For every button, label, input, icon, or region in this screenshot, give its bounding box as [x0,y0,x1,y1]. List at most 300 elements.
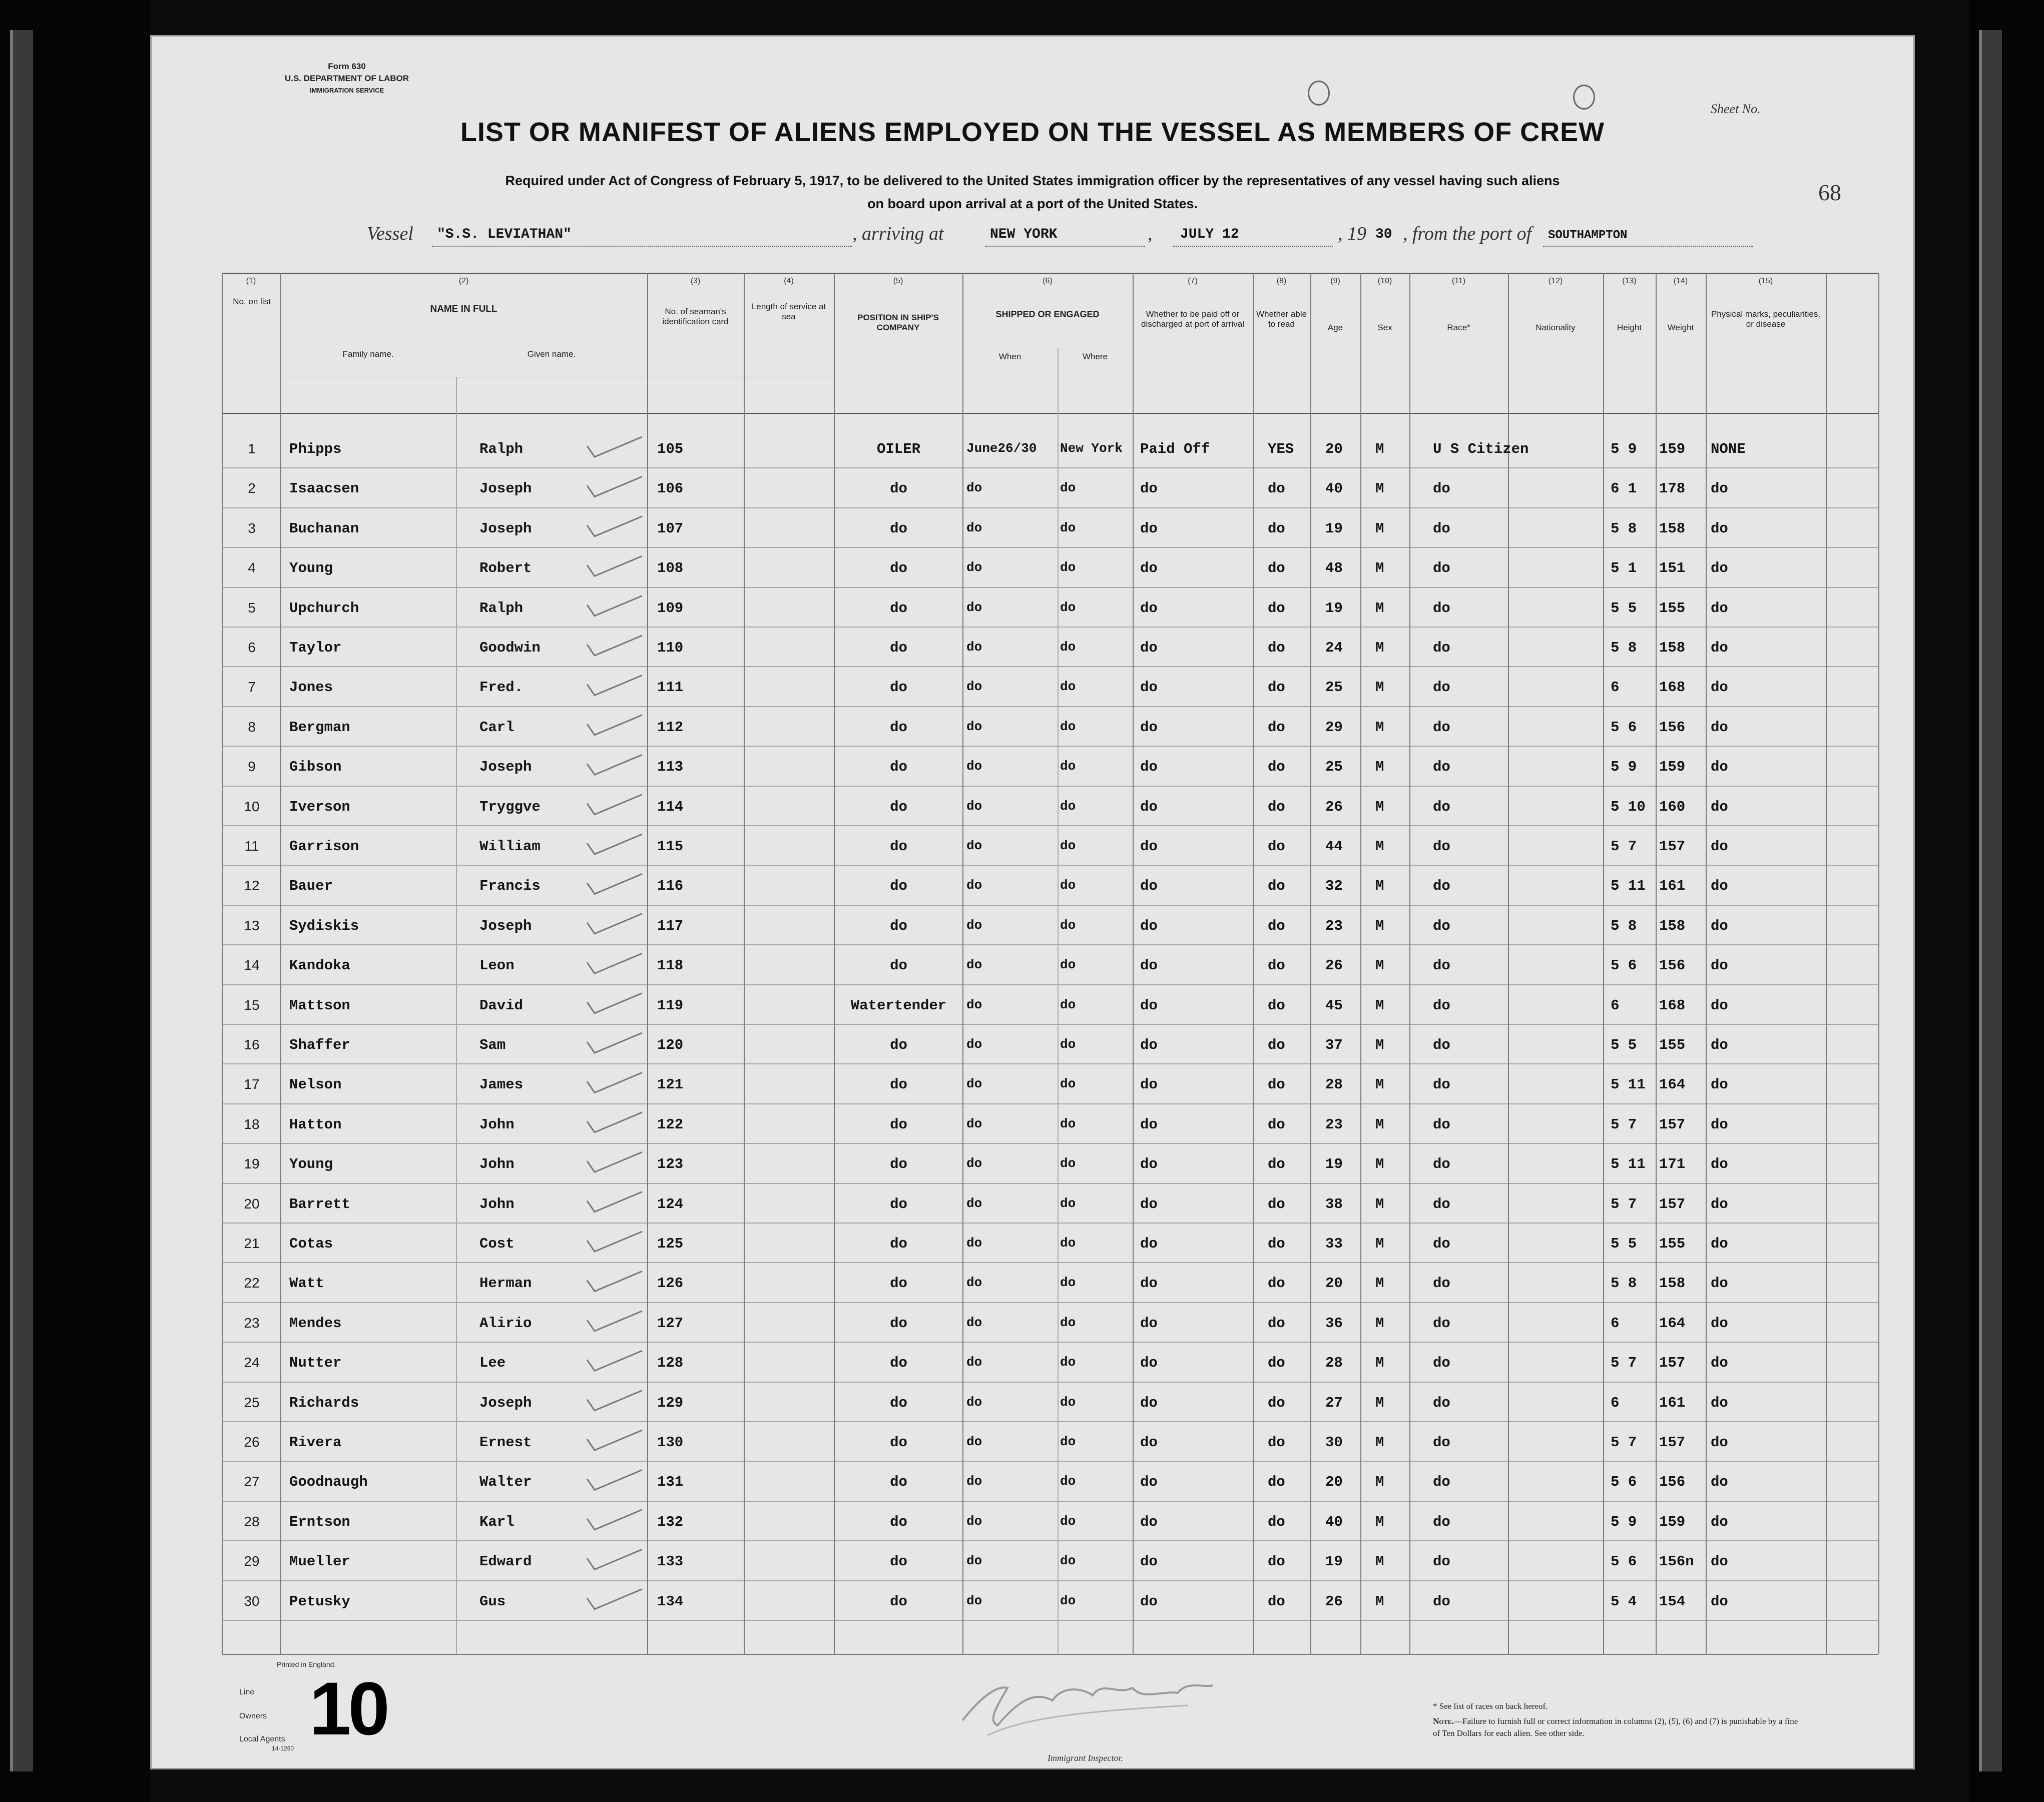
cell-where: do [1060,1195,1076,1211]
cell-sex: M [1375,1275,1384,1292]
cell-race: do [1433,1474,1450,1491]
cell-given: Ralph [479,441,524,457]
cell-given: Ernest [479,1434,532,1451]
header-length-service: Length of service at sea [751,302,826,321]
cell-position: Watertender [850,997,947,1014]
cell-position: do [890,1355,907,1372]
cell-marks: do [1711,1593,1728,1610]
cell-card: 114 [657,798,684,815]
cell-where: do [1060,1156,1076,1171]
cell-race: do [1433,1315,1450,1332]
cell-read: do [1268,1513,1285,1530]
col-num-7: (7) [1188,277,1198,285]
cell-when: do [966,798,982,814]
cell-age: 26 [1325,1593,1343,1610]
cell-read: do [1268,599,1285,617]
cell-marks: do [1711,1037,1728,1053]
cell-position: do [890,1513,907,1530]
header-sex: Sex [1377,323,1392,332]
cell-when: do [966,838,982,853]
cell-height: 5 8 [1611,1275,1637,1292]
cell-when: do [966,1076,982,1092]
cell-when: do [966,1195,982,1211]
cell-marks: do [1711,679,1728,696]
cell-sex: M [1375,997,1384,1014]
cell-paid: do [1140,1116,1158,1133]
cell-sex: M [1375,1156,1384,1173]
vessel-name: "S.S. LEVIATHAN" [437,227,572,242]
cell-card: 129 [657,1394,684,1411]
subtitle-line-1: Required under Act of Congress of February 5, 1917, to be delivered to the United States immigration officer by the representatives of any vessel having such aliens [505,173,1560,188]
cell-age: 48 [1325,560,1343,577]
check-mark [587,1589,642,1609]
cell-age: 25 [1325,759,1343,776]
cell-sex: M [1375,1474,1384,1491]
cell-marks: do [1711,1236,1728,1252]
check-mark [587,1192,642,1212]
col-num-14: (14) [1673,277,1688,285]
cell-marks: do [1711,640,1728,656]
cell-position: do [890,1434,907,1451]
cell-height: 5 8 [1611,917,1637,934]
cell-weight: 159 [1659,1513,1686,1530]
manifest-page [150,35,1915,1769]
cell-read: do [1268,798,1285,815]
header-family-name: Family name. [342,349,394,359]
header-given-name: Given name. [527,349,576,359]
cell-read: do [1268,1236,1285,1252]
cell-marks: do [1711,798,1728,815]
cell-family: Jones [289,679,333,696]
cell-card: 124 [657,1195,684,1213]
line-label: Line [239,1688,255,1696]
header-age: Age [1327,323,1343,332]
cell-read: do [1268,1394,1285,1411]
cell-age: 20 [1325,1275,1343,1292]
cell-weight: 156 [1659,957,1686,974]
cell-marks: do [1711,1156,1728,1173]
cell-when: do [966,917,982,933]
cell-weight: 151 [1659,560,1686,577]
cell-height: 5 7 [1611,1434,1637,1451]
sequence-number: 10 [309,1666,387,1750]
cell-no: 1 [248,441,256,456]
cell-marks: do [1711,1355,1728,1372]
cell-when: do [966,1037,982,1052]
cell-paid: do [1140,1553,1158,1570]
cell-height: 5 9 [1611,1513,1637,1530]
cell-paid: do [1140,759,1158,776]
cell-given: John [479,1156,515,1173]
cell-race: do [1433,1116,1450,1133]
cell-height: 5 9 [1611,441,1637,457]
cell-age: 44 [1325,838,1343,855]
col-num-2: (2) [458,277,469,285]
cell-read: do [1268,1076,1285,1093]
cell-age: 23 [1325,917,1343,934]
cell-where: do [1060,997,1076,1012]
cell-age: 29 [1325,719,1343,736]
cell-no: 11 [244,838,259,854]
cell-height: 5 10 [1611,798,1646,815]
cell-marks: do [1711,1315,1728,1332]
cell-sex: M [1375,838,1384,855]
cell-age: 25 [1325,679,1343,696]
cell-sex: M [1375,1513,1384,1530]
cell-family: Garrison [289,838,359,855]
cell-sex: M [1375,1076,1384,1093]
cell-given: Ralph [479,599,524,617]
cell-no: 6 [248,640,256,655]
cell-no: 9 [248,759,256,775]
cell-paid: do [1140,520,1158,537]
cell-position: do [890,838,907,855]
cell-race: do [1433,1037,1450,1053]
cell-position: do [890,917,907,934]
cell-weight: 159 [1659,441,1686,457]
cell-where: do [1060,759,1076,774]
cell-when: June26/30 [966,441,1037,456]
cell-paid: do [1140,1236,1158,1252]
cell-read: do [1268,917,1285,934]
cell-marks: do [1711,480,1728,497]
cell-paid: do [1140,798,1158,815]
cell-position: do [890,520,907,537]
cell-card: 115 [657,838,684,855]
cell-sex: M [1375,719,1384,736]
page-number: 68 [1818,180,1841,205]
cell-paid: do [1140,719,1158,736]
cell-age: 28 [1325,1076,1343,1093]
cell-marks: do [1711,1513,1728,1530]
cell-when: do [966,560,982,575]
arriving-label: , arriving at [852,223,944,244]
printed-in-england: Printed in England. [277,1660,336,1668]
cell-sex: M [1375,480,1384,497]
cell-race: do [1433,640,1450,656]
cell-sex: M [1375,1394,1384,1411]
cell-paid: do [1140,1315,1158,1332]
col-num-1: (1) [246,277,256,285]
cell-race: do [1433,997,1450,1014]
cell-position: do [890,1474,907,1491]
cell-race: do [1433,1394,1450,1411]
cell-read: do [1268,759,1285,776]
cell-family: Hatton [289,1116,342,1133]
cell-family: Upchurch [289,599,359,617]
cell-when: do [966,1355,982,1370]
cell-age: 40 [1325,480,1343,497]
header-able-read: Whether able to read [1256,309,1307,329]
cell-card: 134 [657,1593,684,1610]
cell-weight: 160 [1659,798,1686,815]
cell-where: do [1060,957,1076,973]
cell-weight: 171 [1659,1156,1686,1173]
cell-weight: 168 [1659,679,1686,696]
cell-when: do [966,480,982,496]
header-name-in-full: NAME IN FULL [430,304,497,314]
check-mark [587,675,642,695]
cell-given: Robert [479,560,532,577]
cell-race: do [1433,957,1450,974]
cell-when: do [966,1394,982,1410]
cell-sex: M [1375,560,1384,577]
cell-when: do [966,759,982,774]
cell-read: do [1268,838,1285,855]
cell-marks: do [1711,878,1728,895]
cell-age: 30 [1325,1434,1343,1451]
cell-height: 6 1 [1611,480,1637,497]
cell-paid: do [1140,1593,1158,1610]
cell-no: 5 [248,599,256,616]
cell-position: do [890,599,907,617]
cell-family: Bauer [289,878,333,895]
cell-no: 4 [248,560,256,576]
cell-where: do [1060,1315,1076,1330]
cell-where: do [1060,1076,1076,1092]
check-mark [587,1351,642,1371]
cell-age: 40 [1325,1513,1343,1530]
cell-height: 5 9 [1611,759,1637,776]
cell-position: do [890,759,907,776]
cell-race: do [1433,759,1450,776]
cell-where: do [1060,878,1076,893]
cell-where: do [1060,1434,1076,1449]
cell-given: Joseph [479,917,532,934]
cell-weight: 159 [1659,759,1686,776]
cell-read: do [1268,1195,1285,1213]
cell-paid: do [1140,878,1158,895]
cell-position: do [890,1236,907,1252]
cell-family: Richards [289,1394,359,1411]
cell-where: do [1060,838,1076,853]
form-code: 14-1260 [272,1745,294,1752]
cell-given: John [479,1116,515,1133]
cell-race: do [1433,1355,1450,1372]
cell-age: 27 [1325,1394,1343,1411]
cell-given: Joseph [479,520,532,537]
cell-family: Bergman [289,719,350,736]
check-mark [587,1232,642,1252]
cell-family: Sydiskis [289,917,359,934]
cell-position: do [890,1037,907,1053]
cell-given: Joseph [479,1394,532,1411]
cell-where: do [1060,1513,1076,1529]
cell-read: do [1268,560,1285,577]
cell-height: 5 11 [1611,1156,1646,1173]
cell-weight: 157 [1659,838,1686,855]
cell-card: 110 [657,640,684,656]
cell-race: do [1433,599,1450,617]
note-text: —Failure to furnish full or correct information in columns (2), (5), (6) and (7) is punishable by a fine of Ten Dollars for each alien. See other side. [1433,1716,1798,1738]
cell-card: 128 [657,1355,684,1372]
cell-height: 5 5 [1611,1236,1637,1252]
col-num-10: (10) [1377,277,1392,285]
cell-family: Mueller [289,1553,350,1570]
cell-given: James [479,1076,524,1093]
cell-when: do [966,520,982,535]
cell-height: 6 [1611,1394,1620,1411]
cell-when: do [966,1553,982,1569]
col-num-9: (9) [1330,277,1340,285]
cell-weight: 157 [1659,1116,1686,1133]
col-num-3: (3) [690,277,701,285]
cell-marks: do [1711,1116,1728,1133]
check-mark [587,834,642,854]
cell-height: 5 6 [1611,1474,1637,1491]
cell-given: Fred. [479,679,524,696]
cell-sex: M [1375,878,1384,895]
subtitle-line-2: on board upon arrival at a port of the United States. [867,196,1198,211]
races-note: * See list of races on back hereof. [1433,1701,1548,1711]
cell-marks: do [1711,838,1728,855]
cell-family: Goodnaugh [289,1474,368,1491]
cell-where: do [1060,798,1076,814]
col-num-15: (15) [1758,277,1773,285]
cell-family: Nelson [289,1076,342,1093]
check-mark [587,1391,642,1411]
cell-card: 121 [657,1076,684,1093]
cell-position: do [890,719,907,736]
check-mark [587,1112,642,1132]
microfilm-border-right [1969,0,2044,1802]
cell-where: do [1060,1037,1076,1052]
cell-when: do [966,997,982,1012]
cell-height: 5 6 [1611,957,1637,974]
cell-given: Alirio [479,1315,532,1332]
cell-paid: Paid Off [1140,441,1210,457]
cell-where: do [1060,1236,1076,1251]
cell-where: New York [1060,441,1123,456]
check-mark [587,755,642,775]
cell-family: Taylor [289,640,342,656]
sheet-number-label: Sheet No. [1711,102,1761,116]
cell-family: Cotas [289,1236,333,1252]
cell-marks: do [1711,957,1728,974]
cell-paid: do [1140,599,1158,617]
cell-weight: 156 [1659,719,1686,736]
cell-given: Cost [479,1236,515,1252]
cell-card: 119 [657,997,684,1014]
check-mark [587,1510,642,1530]
cell-family: Phipps [289,441,342,457]
cell-no: 22 [244,1275,260,1291]
cell-family: Gibson [289,759,342,776]
cell-where: do [1060,560,1076,575]
film-edge-strip [10,30,33,1771]
cell-no: 3 [248,520,256,536]
check-mark [587,596,642,616]
cell-paid: do [1140,560,1158,577]
check-mark [587,1072,642,1092]
cell-card: 125 [657,1236,684,1252]
check-mark [587,795,642,815]
cell-sex: M [1375,1116,1384,1133]
check-mark [587,1033,642,1053]
cell-paid: do [1140,1474,1158,1491]
cell-race: do [1433,917,1450,934]
cell-given: Tryggve [479,798,541,815]
arrival-port: NEW YORK [990,227,1058,242]
cell-height: 5 11 [1611,878,1646,895]
cell-given: Joseph [479,480,532,497]
cell-age: 26 [1325,798,1343,815]
cell-age: 19 [1325,1156,1343,1173]
cell-when: do [966,719,982,734]
note-label: Note. [1433,1716,1454,1726]
cell-card: 111 [657,679,684,696]
cell-age: 45 [1325,997,1343,1014]
owners-label: Owners [239,1712,267,1720]
header-seaman-card: No. of seaman's identification card [662,307,729,326]
cell-marks: do [1711,759,1728,776]
immigrant-inspector-label: Immigrant Inspector. [1048,1753,1123,1763]
cell-weight: 157 [1659,1355,1686,1372]
cell-read: do [1268,1156,1285,1173]
cell-marks: do [1711,997,1728,1014]
cell-given: Karl [479,1513,515,1530]
cell-weight: 164 [1659,1076,1686,1093]
cell-where: do [1060,917,1076,933]
cell-sex: M [1375,1315,1384,1332]
cell-no: 19 [244,1156,260,1172]
cell-family: Watt [289,1275,324,1292]
cell-card: 120 [657,1037,684,1053]
cell-card: 122 [657,1116,684,1133]
cell-position: do [890,1394,907,1411]
cell-no: 21 [244,1236,260,1251]
cell-marks: NONE [1711,441,1746,457]
from-port-label: , from the port of [1403,223,1532,244]
cell-weight: 155 [1659,1037,1686,1053]
cell-race: do [1433,1076,1450,1093]
check-mark [587,476,642,496]
cell-card: 130 [657,1434,684,1451]
form-number: Form 630 [328,62,366,71]
col-num-12: (12) [1548,277,1563,285]
cell-height: 6 [1611,997,1620,1014]
check-mark [587,1271,642,1291]
cell-height: 5 5 [1611,1037,1637,1053]
cell-paid: do [1140,1275,1158,1292]
cell-card: 107 [657,520,684,537]
check-mark [587,953,642,973]
check-mark [587,914,642,934]
cell-read: do [1268,1434,1285,1451]
cell-sex: M [1375,1553,1384,1570]
check-mark [587,715,642,735]
cell-paid: do [1140,480,1158,497]
cell-height: 5 6 [1611,719,1637,736]
cell-weight: 157 [1659,1195,1686,1213]
cell-family: Isaacsen [289,480,359,497]
cell-race: do [1433,878,1450,895]
cell-race: do [1433,1593,1450,1610]
cell-marks: do [1711,719,1728,736]
cell-family: Buchanan [289,520,359,537]
cell-age: 32 [1325,878,1343,895]
cell-given: Gus [479,1593,506,1610]
cell-read: do [1268,1037,1285,1053]
cell-sex: M [1375,640,1384,656]
page-title: LIST OR MANIFEST OF ALIENS EMPLOYED ON THE VESSEL AS MEMBERS OF CREW [460,117,1605,147]
cell-card: 118 [657,957,684,974]
service: IMMIGRATION SERVICE [309,87,384,94]
header-no-on-list: No. on list [233,297,271,306]
check-mark [587,993,642,1013]
cell-family: Young [289,1156,333,1173]
cell-position: do [890,1275,907,1292]
